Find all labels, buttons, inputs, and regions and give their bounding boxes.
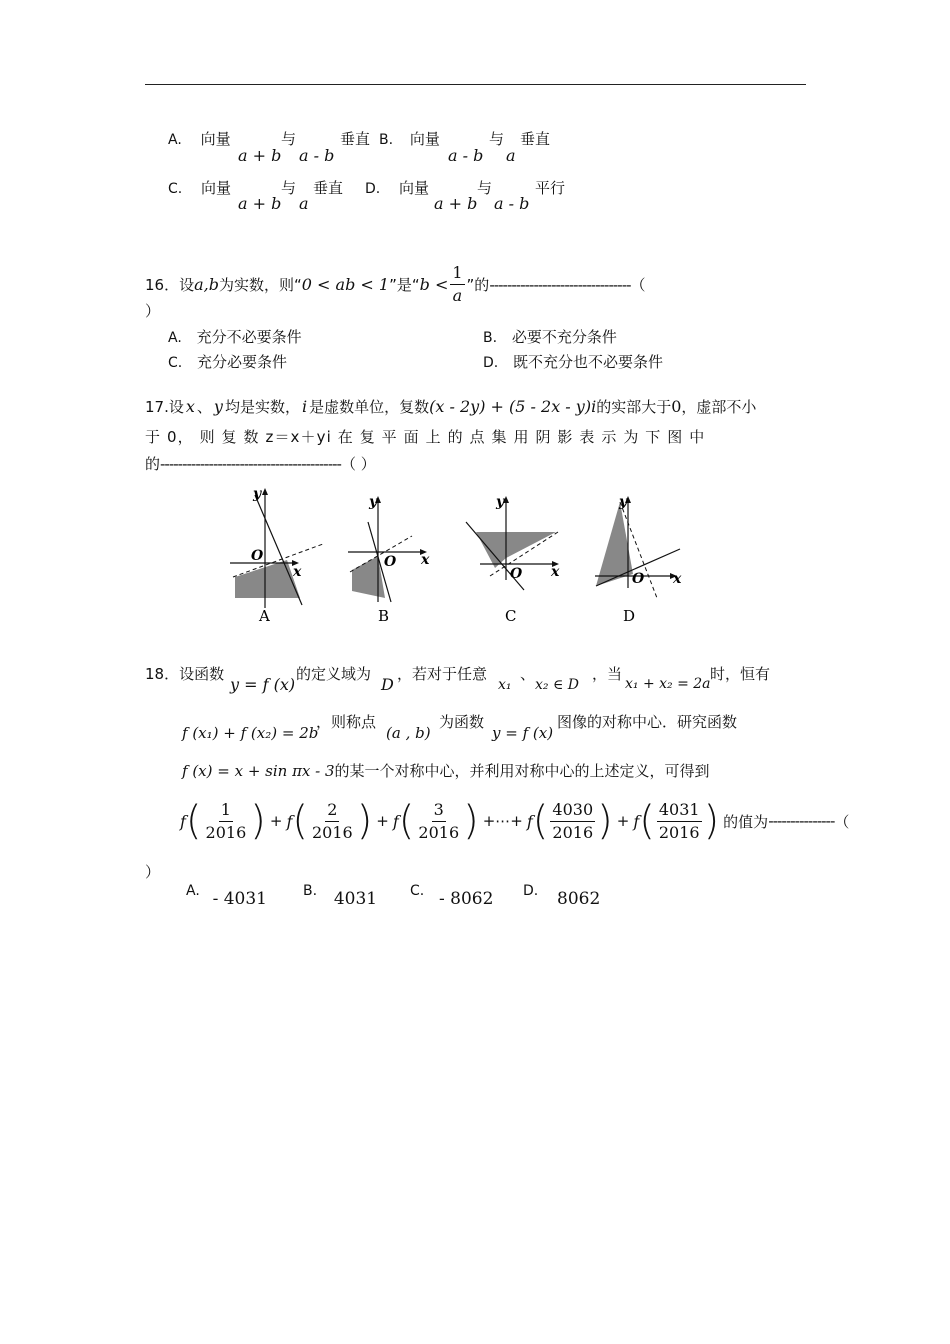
fig-d-x-label: x <box>673 571 682 587</box>
q15-c-text3: 垂直 <box>313 179 344 197</box>
q15-d-math1: a + b <box>434 194 478 213</box>
q18-frac-4: $\frac{4030}{2016}$ <box>552 799 594 842</box>
fig-d-origin: O <box>632 571 645 587</box>
fig-a-y-label: y <box>253 486 262 502</box>
fig-c-shade <box>476 532 556 568</box>
fig-a-origin: O <box>251 548 264 564</box>
q15-option-a[interactable]: A. 向量 <box>168 130 231 148</box>
q18-math7: (a , b) <box>386 724 431 742</box>
q18-math8: y = f (x) <box>492 724 554 742</box>
q18-text3: ，若对于任意 <box>397 665 488 683</box>
q18-text5: ，当 <box>592 665 623 683</box>
q18-option-c[interactable]: C. - 8062 <box>410 883 494 909</box>
q18-option-b[interactable]: B. 4031 <box>303 883 378 909</box>
q15-option-d[interactable]: D. 向量 <box>365 179 430 197</box>
fig-b-y-label: y <box>369 494 378 510</box>
fig-c-x-label: x <box>551 564 560 580</box>
q17-figure-d[interactable] <box>595 494 682 625</box>
fig-d-y-label: y <box>619 494 628 510</box>
q15-b-math1: a - b <box>448 146 484 165</box>
q18-frac-3: $\frac{3}{2016}$ <box>418 799 460 842</box>
q18-frac-5: $\frac{4031}{2016}$ <box>658 799 700 842</box>
q18-text7: ，则称点 <box>316 713 377 731</box>
q16-stem: 16． 设 a,b 为实数，则“ 0 < ab < 1 ”是“ b < $\frac{1}{a}$ ”的 -------------------------------- （ <box>145 263 646 305</box>
q18-option-d[interactable]: D. 8062 <box>523 883 601 909</box>
q15-a-math1: a + b <box>238 146 282 165</box>
q16-fraction: $\frac{1}{a}$ <box>452 263 463 305</box>
fig-c-label: C <box>505 607 517 625</box>
q18-math2: D <box>381 675 394 694</box>
q16-option-c[interactable]: C. 充分必要条件 <box>168 353 288 371</box>
q17-figure-b[interactable] <box>348 494 430 625</box>
q18-math5: x₁ + x₂ = 2a <box>625 676 711 692</box>
q18-text9: 图像的对称中心．研究函数 <box>557 713 738 731</box>
q18-math6: f (x₁) + f (x₂) = 2b <box>182 724 319 742</box>
q16-option-b[interactable]: B. 必要不充分条件 <box>483 328 617 346</box>
q18-math3: x₁ <box>498 677 512 693</box>
q17-stem-line2: 于 0， 则 复 数 z＝x＋yi 在 复 平 面 上 的 点 集 用 阴 影 表 示 为 下 图 中 <box>145 428 706 446</box>
q15-c-text2: 与 <box>281 179 297 197</box>
q15-a-text2: 与 <box>281 130 297 148</box>
q15-a-text3: 垂直 <box>340 130 371 148</box>
q18-text2: 的定义域为 <box>296 665 372 683</box>
q18-sum-expression: f ( $\frac{1}{2016}$ ) + f ( $\frac{2}{2016}$ ) + f ( $\frac{3}{2016}$ ) +⋯+ f ( $\frac{4030}{2016}$ ) + f ( $\frac{4031}{2016}$ ) 的值为 --------------- （ <box>180 798 850 844</box>
q18-line3: f (x) = x + sin πx - 3 的某一个对称中心，并利用对称中心的上述定义，可得到 <box>182 762 710 780</box>
q18-close-paren: ） <box>145 863 161 881</box>
fig-a-label: A <box>259 607 270 625</box>
q17-figure-a[interactable] <box>230 486 323 625</box>
q18-math1: y = f (x) <box>230 675 296 694</box>
q17-stem-line1: 17. 设 x 、 y 均是实数， i 是虚数单位，复数 (x - 2y) + (5 - 2x - y)i 的实部大于 0 ，虚部不小 <box>145 397 757 416</box>
fig-a-y-arrow <box>262 488 268 495</box>
q15-b-math2: a <box>506 146 516 165</box>
q17-figure-c[interactable] <box>466 494 560 625</box>
q17-figures <box>225 480 700 630</box>
q18-text4: 、 <box>520 665 536 683</box>
fig-b-origin: O <box>384 554 397 570</box>
q18-text6: 时，恒有 <box>710 665 771 683</box>
q18-frac-2: $\frac{2}{2016}$ <box>311 799 353 842</box>
q16-option-d[interactable]: D. 既不充分也不必要条件 <box>483 353 664 371</box>
q18-option-a[interactable]: A. - 4031 <box>186 883 267 909</box>
q15-a-math2: a - b <box>299 146 335 165</box>
q16-option-a[interactable]: A. 充分不必要条件 <box>168 328 302 346</box>
q15-c-math2: a <box>299 194 309 213</box>
q15-b-text3: 垂直 <box>520 130 551 148</box>
q16-close-paren: ） <box>145 302 161 320</box>
header-rule <box>145 84 806 85</box>
q15-d-math2: a - b <box>494 194 530 213</box>
q15-c-math1: a + b <box>238 194 282 213</box>
q18-text8: 为函数 <box>439 713 485 731</box>
q15-option-b[interactable]: B. 向量 <box>379 130 440 148</box>
q15-d-text3: 平行 <box>535 179 566 197</box>
fig-b-label: B <box>378 607 390 625</box>
fig-c-y-label: y <box>496 494 505 510</box>
q15-option-c[interactable]: C. 向量 <box>168 179 232 197</box>
q15-b-text2: 与 <box>489 130 505 148</box>
fig-c-origin: O <box>510 566 523 582</box>
fig-a-x-label: x <box>293 564 302 580</box>
fig-b-x-label: x <box>421 552 430 568</box>
q17-stem-line3: 的-----------------------------------------（ ） <box>145 455 376 473</box>
fig-d-label: D <box>623 607 636 625</box>
q15-d-text2: 与 <box>477 179 493 197</box>
q18-frac-1: $\frac{1}{2016}$ <box>205 799 247 842</box>
q18-math4: x₂ ∈ D <box>535 677 579 693</box>
q18-number: 18．设函数 <box>145 665 225 683</box>
